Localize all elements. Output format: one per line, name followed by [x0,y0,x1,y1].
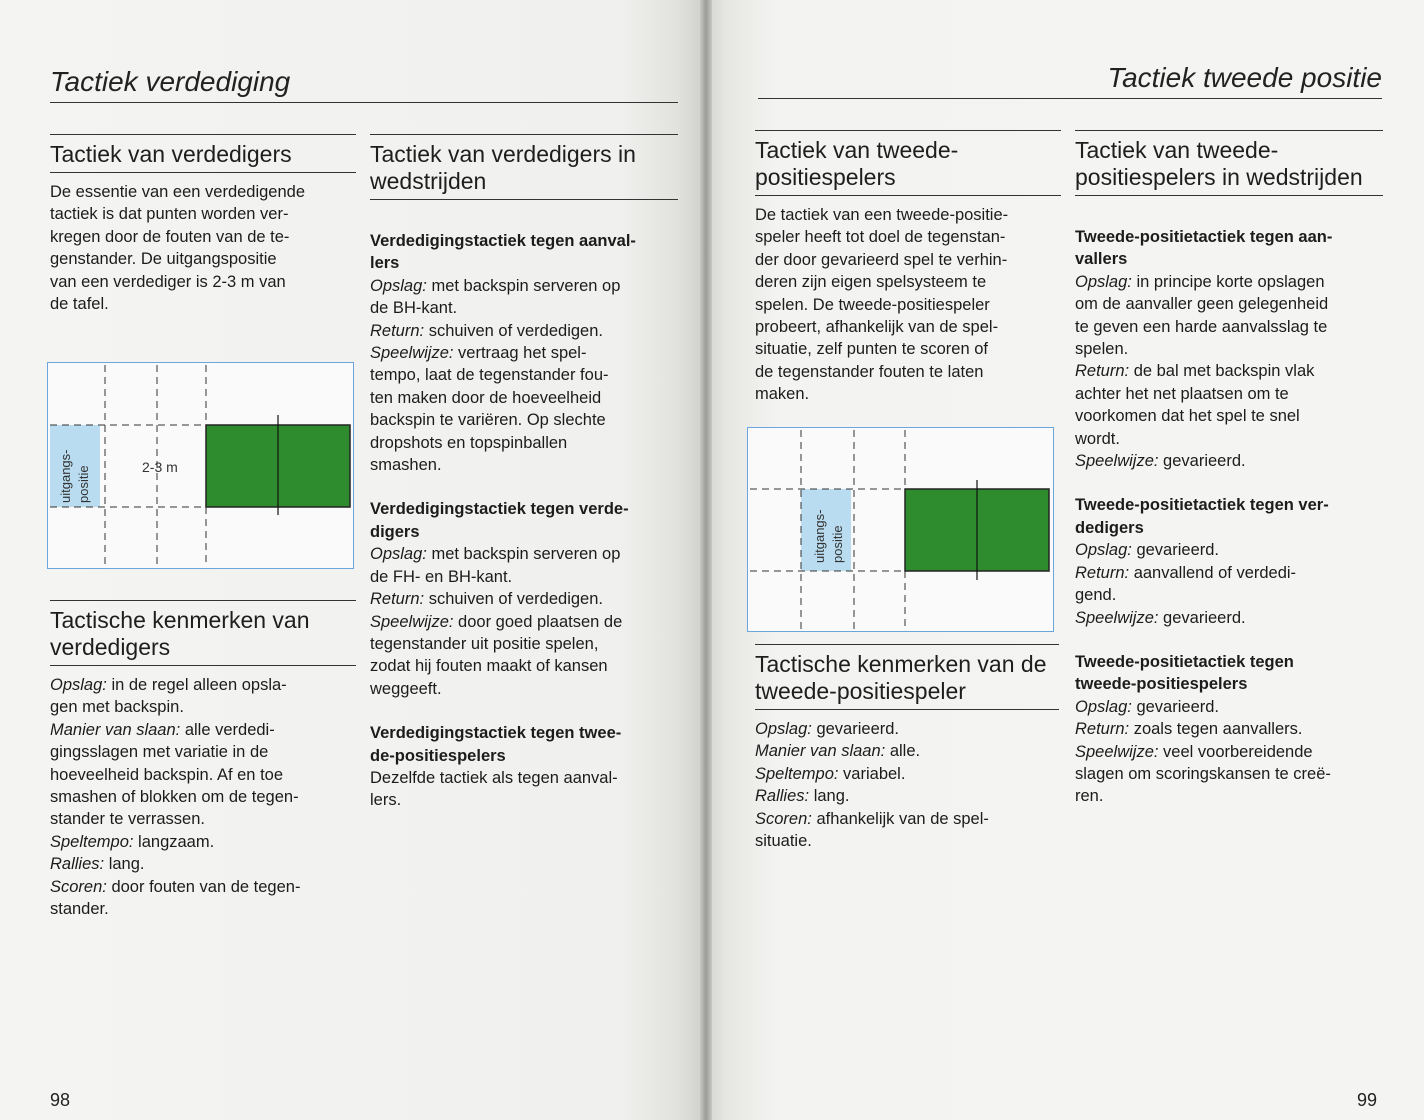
term-text: aanvallend of verdedi- [1129,563,1297,582]
term-label: Speelwijze: [1075,742,1159,761]
text-line [755,830,1059,852]
term-text: lers. [370,791,402,810]
text-line [1075,383,1383,405]
text-line [755,718,1059,740]
text-line [50,719,356,741]
left-col2 [370,134,678,812]
subsection-title: vallers [1075,250,1128,269]
term-text: zodat hij fouten maakt of kansen [370,657,608,676]
term-text: spelen. [1075,340,1129,359]
text-line [755,785,1059,807]
term-label: Speltempo: [755,764,839,783]
text-line: De essentie van een verdedigende [50,183,306,201]
term-label: Return: [1075,720,1130,739]
subsection-title: digers [370,522,420,541]
term-text: smashen of blokken om de tegen- [50,788,299,807]
book-gutter [700,0,712,1120]
term-text: backspin te variëren. Op slechte [370,411,606,430]
term-text: door goed plaatsen de [453,612,623,631]
term-label: Return: [370,590,425,609]
text-line [370,543,678,565]
section-gap [1075,629,1383,651]
text-line [1075,607,1383,629]
subsection-title: de-positiespelers [370,746,506,765]
text-line [370,767,678,789]
term-text: te geven een harde aanvalsslag te [1075,317,1328,336]
section-gap [370,700,678,722]
term-text: schuiven of verdedigen. [424,590,603,609]
term-text: lang. [104,855,145,874]
section-gap [370,476,678,498]
term-text: door fouten van de tegen- [106,877,301,896]
term-text: in principe korte opslagen [1131,272,1325,291]
table-diagram-defender [47,362,354,569]
right-col1 [755,130,1061,406]
text-line [1075,293,1383,315]
text-line [370,432,678,454]
right-col1-traits [755,644,1059,852]
traits-list [50,674,356,920]
term-label: Manier van slaan: [50,720,181,739]
term-label: Opslag: [370,545,427,564]
text-line [1075,450,1383,472]
term-label: Speelwijze: [370,612,454,631]
text-line [370,409,678,431]
text-line [1075,696,1383,718]
page-number-left: 98 [50,1090,71,1110]
text-line: tactiek is dat punten worden ver- [50,205,289,224]
term-text: veel voorbereidende [1158,742,1313,761]
term-text: tempo, laat de tegenstander fou- [370,366,609,385]
section-heading: Tactiek van tweede-positiespelers [755,137,1061,196]
term-label: Opslag: [1075,541,1132,560]
term-text: stander. [50,900,109,919]
term-text: met backspin serveren op [426,276,621,295]
term-text: tegenstander uit positie spelen, [370,634,599,653]
text-line [1075,718,1383,740]
term-text: de bal met backspin vlak [1129,362,1315,381]
text-line: De tactiek van een tweede-positie- [755,206,1009,224]
term-label: Manier van slaan: [755,742,886,761]
subsection-title: Verdedigingstactiek tegen twee- [370,724,622,743]
term-label: Opslag: [1075,272,1132,291]
text-line [1075,539,1383,561]
term-label: Opslag: [755,720,812,738]
term-text: smashen. [370,456,442,475]
term-label: Rallies: [755,787,810,806]
left-col1 [50,134,356,315]
term-label: Speltempo: [50,832,134,851]
section-heading: Tactiek van verdedigers in wedstrijden [370,141,678,200]
text-line [1075,360,1383,382]
intro-text [50,181,356,315]
term-text: voorkomen dat het spel te snel [1075,407,1300,426]
term-text: om de aanvaller geen gelegenheid [1075,295,1329,314]
term-text: Dezelfde tactiek als tegen aanval- [370,768,618,787]
term-text: wordt. [1075,429,1120,448]
term-text: situatie. [755,832,812,851]
text-line [1075,741,1383,763]
text-line [50,831,356,853]
term-text: hoeveelheid backspin. Af en toe [50,765,284,784]
term-text: achter het net plaatsen om te [1075,384,1289,403]
right-col2 [1075,130,1383,808]
term-text: alle verdedi- [180,720,275,739]
text-line: de tegenstander fouten te laten [755,362,984,381]
text-line [370,364,678,386]
subsection-title: Tweede-positietactiek tegen [1075,652,1294,671]
term-text: met backspin serveren op [426,545,621,564]
term-text: de BH-kant. [370,299,458,318]
text-line [50,786,356,808]
traits-list [755,718,1059,852]
text-line: maken. [755,385,810,404]
subsection-title: Verdedigingstactiek tegen aanval- [370,232,636,250]
term-label: Opslag: [50,676,107,694]
text-line: situatie, zelf punten te scoren of [755,340,988,359]
term-text: gevarieerd. [811,720,900,738]
term-label: Opslag: [1075,697,1132,716]
position-label-2: positie [830,525,845,563]
subsection-title: tweede-positiespelers [1075,675,1248,694]
term-label: Rallies: [50,855,105,874]
text-line: speler heeft tot doel de tegenstan- [755,228,1006,247]
term-text: alle. [885,742,921,761]
text-line [50,741,356,763]
subsection-title: lers [370,254,400,273]
text-line [755,740,1059,762]
text-line [370,611,678,633]
term-text: gevarieerd. [1158,608,1246,627]
section-gap [1075,472,1383,494]
term-text: variabel. [838,764,906,783]
term-text: lang. [809,787,850,806]
term-text: ren. [1075,787,1104,806]
term-text: afhankelijk van de spel- [811,809,989,828]
term-text: gevarieerd. [1158,452,1246,471]
term-label: Scoren: [755,809,812,828]
subsection-title: Tweede-positietactiek tegen aan- [1075,228,1333,246]
text-line [50,898,356,920]
intro-text [755,204,1061,406]
term-text: slagen om scoringskansen te creë- [1075,764,1331,783]
text-line [370,342,678,364]
term-text: gen met backspin. [50,698,184,717]
text-line [1075,785,1383,807]
text-line [370,275,678,297]
running-title-right: Tactiek tweede positie [1107,62,1382,93]
term-label: Opslag: [370,276,427,295]
text-line [1075,271,1383,293]
text-line [1075,584,1383,606]
term-text: ten maken door de hoeveelheid [370,388,602,407]
term-text: stander te verrassen. [50,810,205,829]
term-text: gingsslagen met variatie in de [50,743,269,762]
text-line [50,853,356,875]
text-line [50,876,356,898]
term-label: Scoren: [50,877,107,896]
text-line [370,588,678,610]
text-line [1075,316,1383,338]
term-text: in de regel alleen opsla- [106,676,287,694]
distance-label: 2-3 m [142,459,178,475]
text-line [755,763,1059,785]
term-label: Return: [1075,362,1130,381]
position-label-1: uitgangs- [58,449,73,503]
text-line [1075,562,1383,584]
text-line [370,320,678,342]
term-text: zoals tegen aanvallers. [1129,720,1303,739]
text-line: probeert, afhankelijk van de spel- [755,318,999,337]
text-line [370,789,678,811]
text-line [1075,405,1383,427]
header-rule-right [758,98,1382,99]
running-title-left: Tactiek verdediging [50,66,291,97]
header-rule-left [50,102,678,103]
term-text: dropshots en topspinballen [370,433,568,452]
term-text: gevarieerd. [1131,697,1220,716]
text-line [50,764,356,786]
section-heading: Tactiek van tweede-positiespelers in wedstrijden [1075,137,1383,196]
text-line [1075,428,1383,450]
text-line [370,566,678,588]
text-line [50,808,356,830]
text-line [755,808,1059,830]
text-line [370,387,678,409]
text-line: spelen. De tweede-positiespeler [755,295,990,314]
text-line [1075,338,1383,360]
left-col1-traits [50,600,356,920]
term-text: schuiven of verdedigen. [424,321,603,340]
text-line: genstander. De uitgangspositie [50,250,277,269]
text-line [370,678,678,700]
subsection-title: dedigers [1075,518,1144,537]
text-line: kregen door de fouten van de te- [50,227,290,246]
text-line [370,454,678,476]
subsection-title: Tweede-positietactiek tegen ver- [1075,496,1329,515]
position-label-1: uitgangs- [812,509,827,563]
text-line: de tafel. [50,295,109,314]
term-label: Return: [1075,563,1130,582]
term-text: vertraag het spel- [453,344,587,363]
term-text: gevarieerd. [1131,541,1220,560]
text-line [50,696,356,718]
term-label: Return: [370,321,425,340]
page-number-right: 99 [1357,1090,1378,1110]
text-line: van een verdediger is 2-3 m van [50,272,286,291]
term-text: de FH- en BH-kant. [370,567,513,586]
term-text: weggeeft. [370,679,442,698]
tactics-sections [370,230,678,812]
term-label: Speelwijze: [370,344,454,363]
term-text: gend. [1075,586,1117,605]
text-line: deren zijn eigen spelsysteem te [755,273,987,292]
subsection-title: Verdedigingstactiek tegen verde- [370,500,629,519]
section-heading: Tactische kenmerken van verdedigers [50,607,356,666]
section-heading: Tactiek van verdedigers [50,141,356,173]
text-line [370,633,678,655]
term-label: Speelwijze: [1075,608,1159,627]
text-line [370,655,678,677]
position-label-2: positie [76,465,91,503]
text-line [1075,763,1383,785]
section-heading: Tactische kenmerken van de tweede-positiespeler [755,651,1059,710]
term-text: langzaam. [133,832,215,851]
term-label: Speelwijze: [1075,452,1159,471]
tactics-sections [1075,226,1383,808]
text-line: der door gevarieerd spel te verhin- [755,250,1008,269]
table-diagram-second-position [747,427,1054,632]
text-line [50,674,356,696]
text-line [370,297,678,319]
